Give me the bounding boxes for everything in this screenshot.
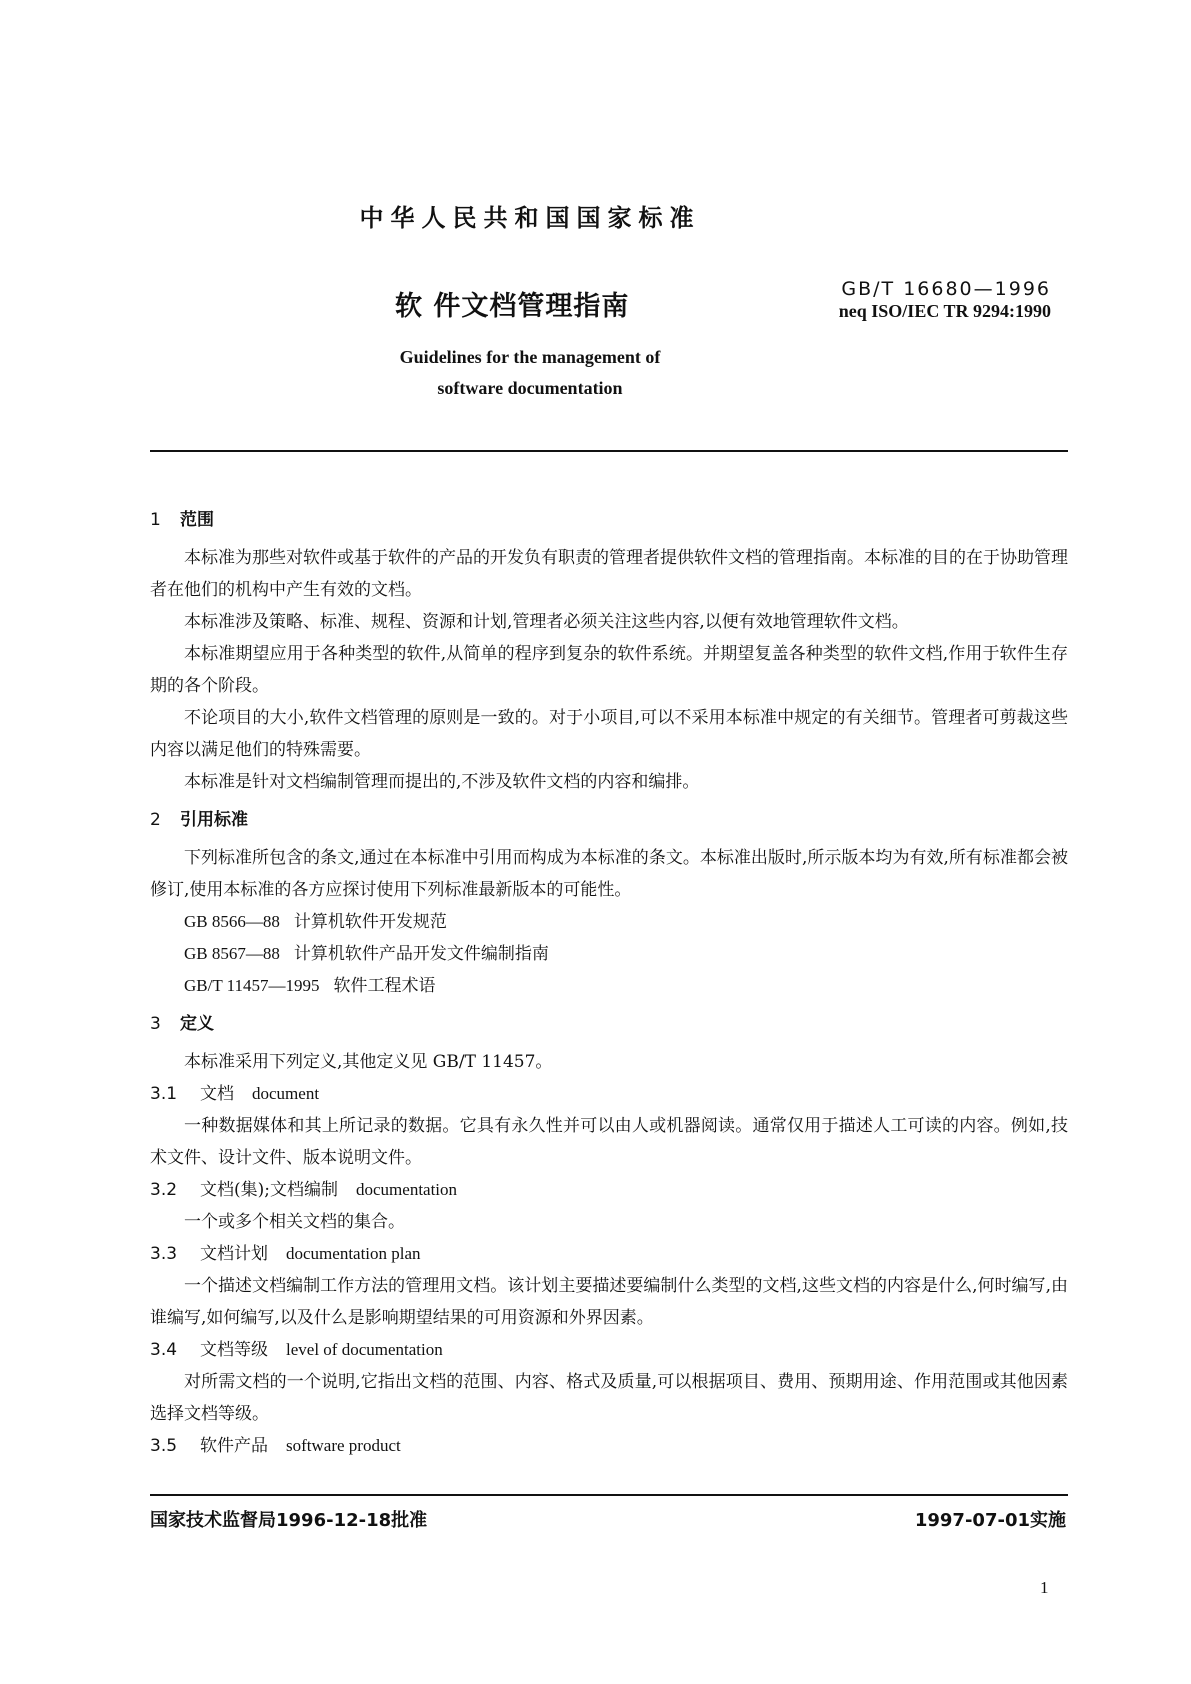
definition-number: 3.2 [150,1180,178,1200]
page-number: 1 [1040,1578,1049,1597]
definition-term: 文档等级 [200,1340,268,1360]
approval-date: 国家技术监督局1996-12-18批准 [150,1510,428,1531]
paragraph: 本标准期望应用于各种类型的软件,从简单的程序到复杂的软件系统。并期望复盖各种类型的软件文档,作用于软件生存期的各个阶段。 [150,644,1068,696]
document-body [150,504,1068,1462]
paragraph: 本标准涉及策略、标准、规程、资源和计划,管理者必须关注这些内容,以便有效地管理软件文档。 [184,612,909,632]
definition-number: 3.3 [150,1244,178,1264]
country-standard-title: 中华人民共和国国家标准 [359,204,701,232]
reference-item [150,906,1068,938]
section-number: 2 [150,810,161,830]
reference-title: 计算机软件开发规范 [293,912,447,932]
definition-heading [150,1430,1068,1462]
paragraph: 本标准是针对文档编制管理而提出的,不涉及软件文档的内容和编排。 [184,772,700,792]
definition-text: 对所需文档的一个说明,它指出文档的范围、内容、格式及质量,可以根据项目、费用、预期用途、作用范围或其他因素选择文档等级。 [150,1372,1068,1424]
definition-text: 一个描述文档编制工作方法的管理用文档。该计划主要描述要编制什么类型的文档,这些文档的内容是什么,何时编写,由谁编写,如何编写,以及什么是影响期望结果的可用资源和外界因素。 [150,1276,1068,1328]
definition-heading [150,1174,1068,1206]
section-heading-definitions [150,1008,1068,1040]
definition-term-en: level of documentation [286,1340,443,1359]
definition-term-en: document [252,1084,320,1103]
section-number: 1 [150,510,161,530]
definition-number: 3.5 [150,1436,178,1456]
section-title: 定义 [180,1014,214,1034]
section-heading-references [150,804,1068,836]
english-title-line-1: Guidelines for the management of [399,347,661,367]
definition-term-en: documentation [356,1180,458,1199]
english-title-line-2: software documentation [437,378,623,398]
definition-term: 文档 [200,1084,234,1104]
section-title: 范围 [180,510,214,530]
definition-term-en: software product [286,1436,401,1455]
definition-heading [150,1238,1068,1270]
paragraph: 不论项目的大小,软件文档管理的原则是一致的。对于小项目,可以不采用本标准中规定的有关细节。管理者可剪裁这些内容以满足他们的特殊需要。 [150,708,1068,760]
definition-term: 软件产品 [200,1436,268,1456]
standard-number: GB/T 16680—1996 [841,278,1051,300]
standard-code-block [839,278,1051,322]
footer-divider [150,1494,1068,1496]
paragraph: 下列标准所包含的条文,通过在本标准中引用而构成为本标准的条文。本标准出版时,所示版本均为有效,所有标准都会被修订,使用本标准的各方应探讨使用下列标准最新版本的可能性。 [150,848,1068,900]
section-title: 引用标准 [180,810,248,830]
reference-code: GB 8566—88 [184,912,280,931]
equivalent-standard: neq ISO/IEC TR 9294:1990 [838,301,1051,321]
reference-item [150,970,1068,1002]
section-heading-scope [150,504,1068,536]
definition-text: 一个或多个相关文档的集合。 [184,1212,405,1232]
reference-title: 计算机软件产品开发文件编制指南 [293,944,549,964]
paragraph: 本标准采用下列定义,其他定义见 GB/T 11457。 [184,1052,553,1072]
definition-number: 3.1 [150,1084,178,1104]
reference-item [150,938,1068,970]
definition-heading [150,1078,1068,1110]
reference-title: 软件工程术语 [333,976,436,996]
definition-heading [150,1334,1068,1366]
reference-code: GB 8567—88 [184,944,280,963]
definition-term: 文档(集);文档编制 [200,1180,338,1200]
definition-term-en: documentation plan [286,1244,421,1263]
definition-term: 文档计划 [200,1244,268,1264]
english-title [0,342,1060,404]
section-number: 3 [150,1014,161,1034]
definition-text: 一种数据媒体和其上所记录的数据。它具有永久性并可以由人或机器阅读。通常仅用于描述人工可读的内容。例如,技术文件、设计文件、版本说明文件。 [150,1116,1068,1168]
header-divider [150,450,1068,452]
paragraph: 本标准为那些对软件或基于软件的产品的开发负有职责的管理者提供软件文档的管理指南。本标准的目的在于协助管理者在他们的机构中产生有效的文档。 [150,548,1068,600]
document-title: 软 件文档管理指南 [395,291,630,322]
effective-date: 1997-07-01实施 [914,1510,1066,1531]
reference-code: GB/T 11457—1995 [184,976,320,995]
definition-number: 3.4 [150,1340,178,1360]
